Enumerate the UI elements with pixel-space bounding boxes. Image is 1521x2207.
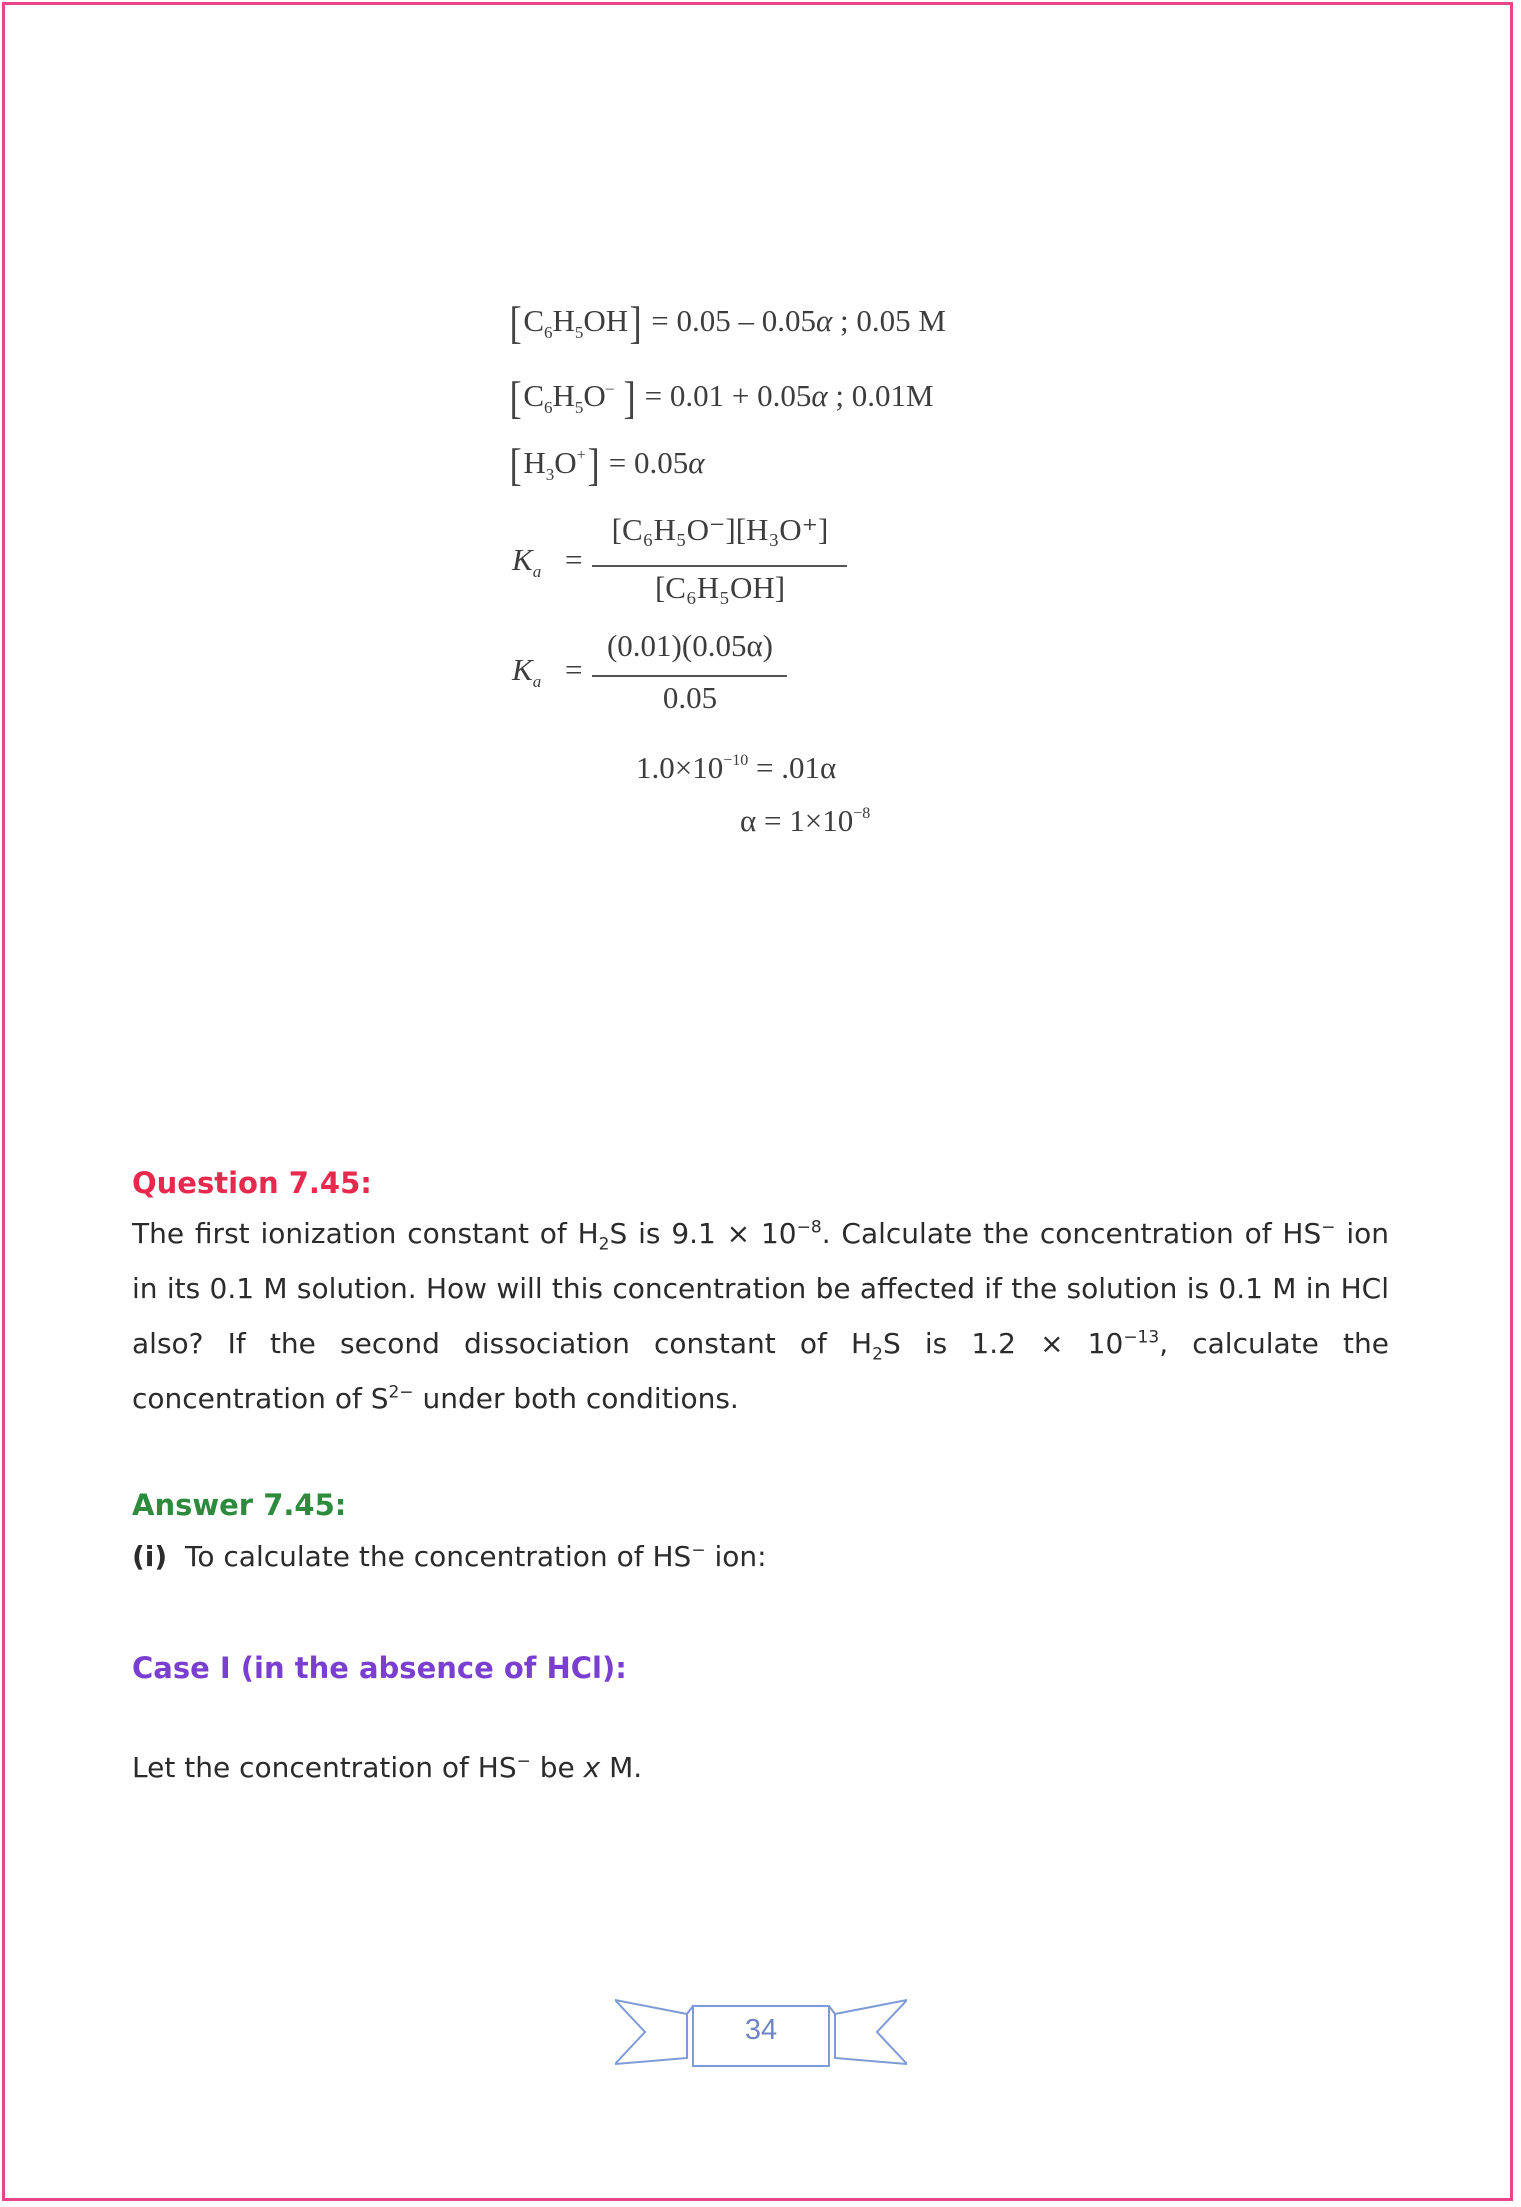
ka-fraction-1-numerator: [C₆H₅O⁻][H₃O⁺] — [611, 512, 829, 547]
question-text: The first ionization constant of $H_2S$ is $9.1 \times 10^{-8}$. Calculate the concentration of HS− ion in its 0.1 M solution. How will this concentration be affected if the solution is 0.1 M in HCl also? If the second dissociation constant of $H_2S$ is $1.2 \times 10^{-13}$, calculate the concentration of $S^{2-}$ under both conditions. — [132, 1217, 1389, 1415]
equation-ka-value: $1.0\times 10^{-10} = .01\alpha$ — [636, 750, 837, 785]
ka-fraction-1-bar — [592, 565, 847, 567]
page-number-ribbon — [615, 1992, 907, 2074]
case-heading: Case I (in the absence of HCl): — [132, 1651, 627, 1685]
ka-fraction-2-numerator: (0.01)(0.05α) — [606, 628, 774, 663]
equation-hydronium-concentration: $[H_3O^+] = 0.05\alpha$ — [509, 439, 705, 490]
ka-label-2: $K_a$ = — [512, 652, 583, 691]
question-heading: Question 7.45: — [132, 1166, 372, 1200]
equation-alpha-value: $\alpha = 1\times 10^{-8}$ — [740, 803, 871, 838]
page-number: 34 — [744, 2014, 778, 2046]
answer-part-i: (i) To calculate the concentration of HS− ion: — [132, 1540, 767, 1573]
ka-fraction-1-denominator: [C₆H₅OH] — [654, 570, 786, 605]
ka-fraction-2-bar — [592, 675, 787, 677]
answer-heading: Answer 7.45: — [132, 1488, 347, 1522]
case-let-statement: Let the concentration of HS− be x M. — [132, 1751, 643, 1784]
part-label: (i) — [132, 1540, 168, 1573]
equation-phenoxide-concentration: [$C_6H_5O^-$ ] = 0.01 + 0.05α ; 0.01M — [509, 372, 934, 423]
ka-label-1: $K_a$ = — [512, 542, 583, 581]
equation-phenol-concentration: $[C_6H_5OH] = 0.05 - 0.05\alpha$ ; 0.05 M — [509, 297, 946, 348]
ka-fraction-2-denominator: 0.05 — [662, 680, 718, 715]
